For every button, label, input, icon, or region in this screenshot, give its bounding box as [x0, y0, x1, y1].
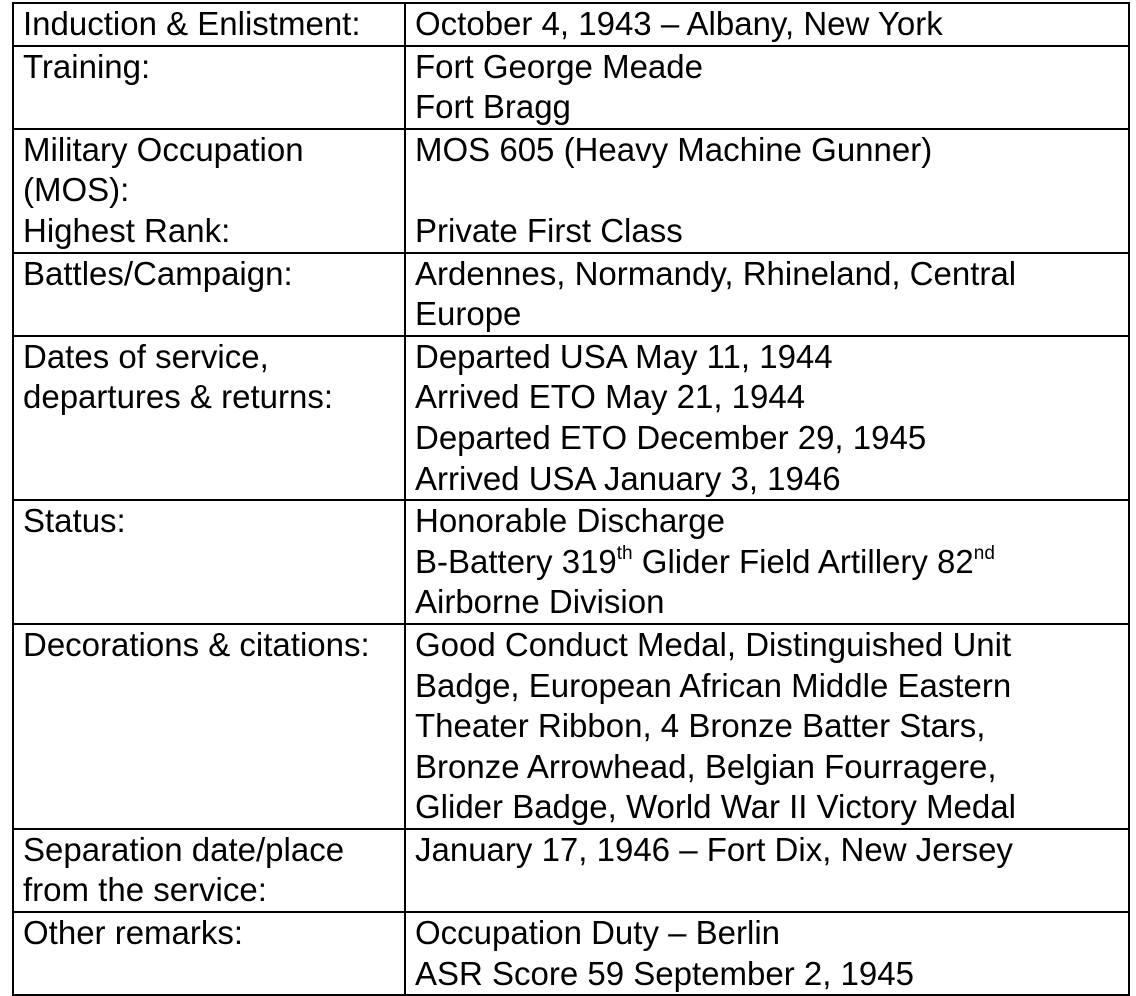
row-label	[13, 3, 405, 46]
row-value	[405, 829, 1129, 912]
value-line-unit	[415, 542, 1120, 583]
row-label	[13, 253, 405, 336]
value-line: Europe	[415, 295, 522, 333]
label-line: Separation date/place	[23, 830, 345, 868]
row-value	[405, 912, 1129, 995]
row-value	[405, 624, 1129, 829]
label-line: Induction & Enlistment:	[23, 5, 361, 42]
value-line: Theater Ribbon, 4 Bronze Batter Stars,	[415, 707, 986, 745]
row-label	[13, 912, 405, 995]
value-line-blank	[415, 170, 1120, 211]
table-row	[13, 3, 1129, 46]
row-label	[13, 46, 405, 129]
value-line: Occupation Duty – Berlin	[415, 914, 781, 952]
service-record-table	[12, 2, 1130, 996]
table-row	[13, 253, 1129, 336]
table-row	[13, 829, 1129, 912]
row-label	[13, 829, 405, 912]
label-line: Highest Rank:	[23, 211, 231, 249]
label-line: Decorations & citations:	[23, 625, 370, 663]
value-line: Departed ETO December 29, 1945	[415, 418, 927, 456]
value-line: Badge, European African Middle Eastern	[415, 666, 1012, 704]
label-line: (MOS):	[23, 171, 130, 209]
row-value	[405, 129, 1129, 253]
ordinal-suffix: th	[616, 542, 633, 564]
table-row	[13, 500, 1129, 624]
label-line: Training:	[23, 47, 151, 85]
row-value	[405, 336, 1129, 500]
value-line: Private First Class	[415, 211, 683, 249]
value-line: October 4, 1943 – Albany, New York	[415, 5, 943, 42]
value-line: Bronze Arrowhead, Belgian Fourragere,	[415, 747, 997, 785]
ordinal-suffix: nd	[973, 542, 995, 564]
value-line: Fort George Meade	[415, 47, 703, 85]
unit-text-a: B-Battery 319	[415, 542, 617, 580]
label-line: Status:	[23, 502, 126, 540]
table-row	[13, 46, 1129, 129]
row-label	[13, 500, 405, 624]
row-label	[13, 129, 405, 253]
value-line: Good Conduct Medal, Distinguished Unit	[415, 625, 1012, 663]
row-value	[405, 500, 1129, 624]
value-line: January 17, 1946 – Fort Dix, New Jersey	[415, 830, 1013, 868]
table-row	[13, 129, 1129, 253]
label-line: Battles/Campaign:	[23, 254, 293, 292]
label-line: Other remarks:	[23, 914, 244, 952]
value-line: Arrived ETO May 21, 1944	[415, 378, 806, 416]
value-line: ASR Score 59 September 2, 1945	[415, 954, 914, 992]
value-line: MOS 605 (Heavy Machine Gunner)	[415, 130, 933, 168]
row-value	[405, 3, 1129, 46]
value-line: Honorable Discharge	[415, 502, 726, 540]
label-line: from the service:	[23, 871, 267, 909]
label-line: Military Occupation	[23, 130, 304, 168]
row-value	[405, 46, 1129, 129]
value-line: Fort Bragg	[415, 88, 571, 126]
table-row	[13, 336, 1129, 500]
value-line: Airborne Division	[415, 583, 665, 621]
row-value	[405, 253, 1129, 336]
table-row	[13, 912, 1129, 995]
label-line: departures & returns:	[23, 378, 333, 416]
value-line: Ardennes, Normandy, Rhineland, Central	[415, 254, 1017, 292]
value-line: Departed USA May 11, 1944	[415, 337, 833, 375]
row-label	[13, 336, 405, 500]
table-row	[13, 624, 1129, 829]
value-line: Glider Badge, World War II Victory Medal	[415, 788, 1016, 826]
row-label	[13, 624, 405, 829]
unit-text-b: Glider Field Artillery 82	[632, 542, 974, 580]
label-line: Dates of service,	[23, 337, 269, 375]
value-line: Arrived USA January 3, 1946	[415, 459, 841, 497]
